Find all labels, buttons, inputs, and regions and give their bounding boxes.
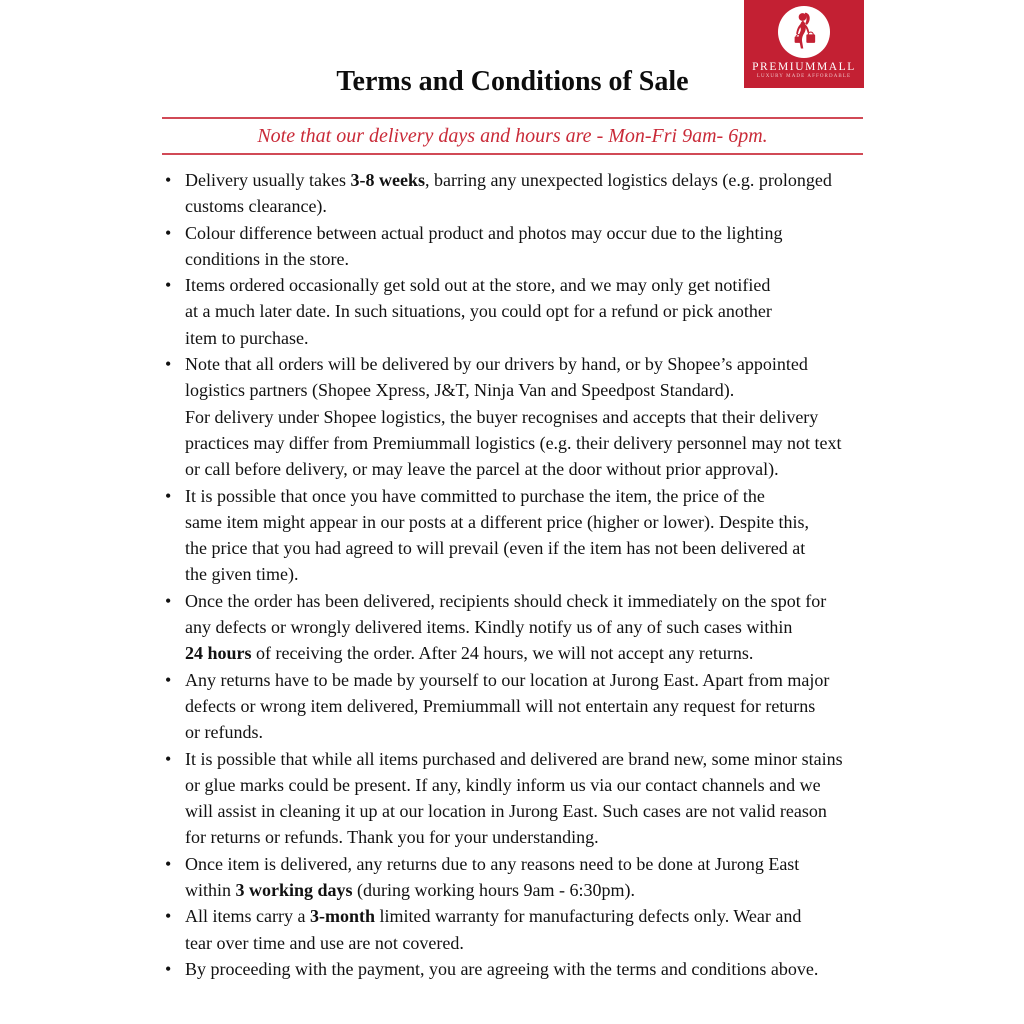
term-text: Delivery usually takes 3-8 weeks, barring any unexpected logistics delays (e.g. prolonged customs clearance). [185, 170, 832, 217]
term-text: Once item is delivered, any returns due to any reasons need to be done at Jurong East within 3 working days (during working hours 9am - 6:30pm). [185, 853, 800, 901]
bullet-icon: • [165, 669, 172, 690]
delivery-note: Note that our delivery days and hours are - Mon-Fri 9am- 6pm. [257, 125, 768, 147]
bottom-divider [162, 153, 863, 155]
term-text: Any returns have to be made by yourself to our location at Jurong East. Apart from major defects or wrong item delivered, Premiummall will not entertain any request for returns or refunds. [185, 669, 830, 743]
term-text: Note that all orders will be delivered by our drivers by hand, or by Shopee’s appointed logistics partners (Shopee Xpress, J&T, Ninja Van and Speedpost Standard). For delivery under Shopee logistics, the buyer recognises and accepts that their delivery practices may differ from Premiummall logistics (e.g. their delivery personnel may not text or call before delivery, or may leave the parcel at the door without prior approval). [185, 354, 842, 480]
term-item [162, 956, 863, 982]
bullet-icon: • [165, 748, 172, 769]
term-item [162, 220, 863, 273]
bullet-icon: • [165, 485, 172, 506]
term-item [162, 483, 863, 588]
bullet-icon: • [165, 275, 172, 296]
term-text: It is possible that once you have committed to purchase the item, the price of the same item might appear in our posts at a different price (higher or lower). Despite this, the price that you had agreed to will prevail (even if the item has not been delivered at the given time). [185, 485, 809, 585]
terms-list [162, 167, 863, 982]
term-item [162, 167, 863, 220]
term-text: By proceeding with the payment, you are agreeing with the terms and conditions above. [185, 958, 819, 979]
bullet-icon: • [165, 958, 172, 979]
term-text: Colour difference between actual product and photos may occur due to the lighting conditions in the store. [185, 222, 783, 269]
top-divider [162, 117, 863, 119]
bullet-icon: • [165, 853, 172, 874]
bullet-icon: • [165, 222, 172, 243]
term-item [162, 746, 863, 851]
bullet-icon: • [165, 354, 172, 375]
term-item [162, 903, 863, 956]
bullet-icon: • [165, 170, 172, 190]
term-item [162, 588, 863, 667]
bullet-icon: • [165, 906, 172, 927]
term-text: Items ordered occasionally get sold out at the store, and we may only get notified at a much later date. In such situations, you could opt for a refund or pick another item to purchase. [185, 275, 772, 348]
logo-tagline: LUXURY MADE AFFORDABLE [756, 74, 852, 79]
term-item [162, 272, 863, 351]
term-item [162, 667, 863, 746]
term-item [162, 851, 863, 904]
term-text: Once the order has been delivered, recipients should check it immediately on the spot for any defects or wrongly delivered items. Kindly notify us of any of such cases within 24 hours of receiving the order. After 24 hours, we will not accept any returns. [185, 590, 827, 664]
document-content [162, 0, 863, 982]
page-title: Terms and Conditions of Sale [336, 66, 689, 97]
logo-brand-name: PREMIUMMALL [752, 61, 856, 73]
bullet-icon: • [165, 590, 172, 611]
term-text: All items carry a 3-month limited warranty for manufacturing defects only. Wear and tear over time and use are not covered. [185, 906, 802, 953]
term-item [162, 351, 863, 482]
term-text: It is possible that while all items purchased and delivered are brand new, some minor stains or glue marks could be present. If any, kindly inform us via our contact channels and we will assist in cleaning it up at our location in Jurong East. Such cases are not valid reason for returns or refunds. Thank you for your understanding. [185, 748, 843, 848]
